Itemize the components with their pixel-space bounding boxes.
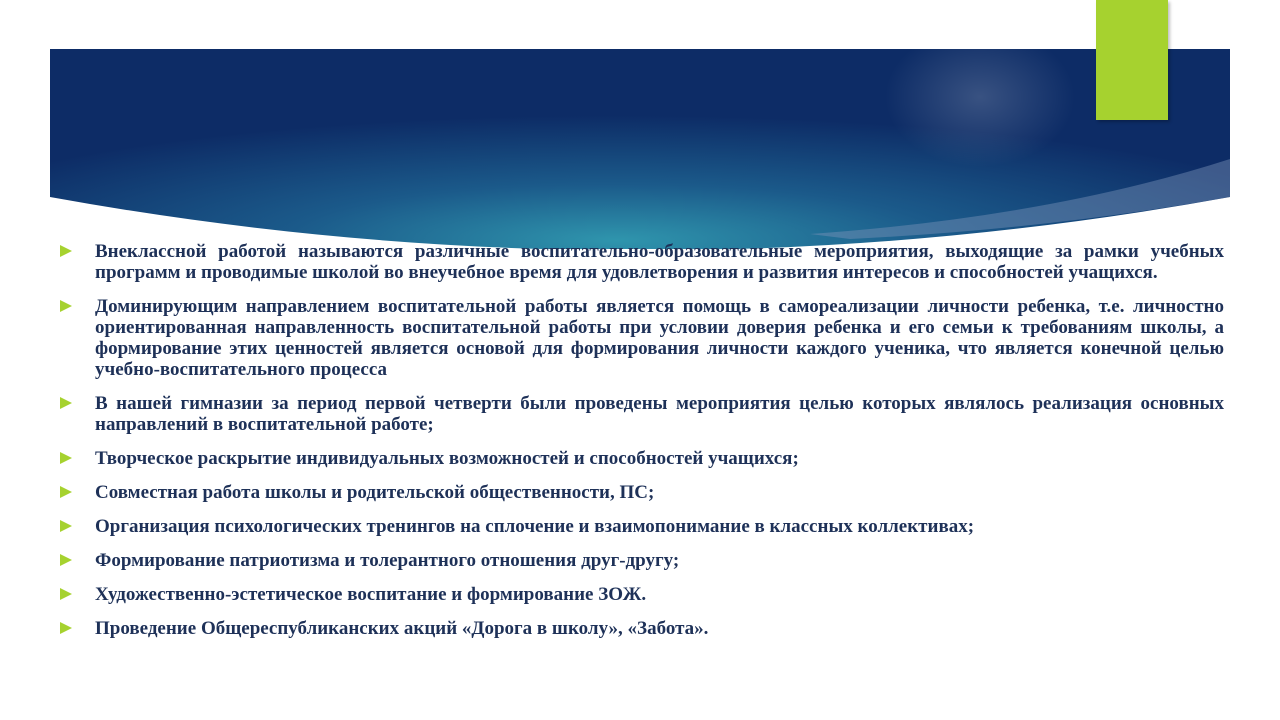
bullet-text: Формирование патриотизма и толерантного отношения друг-другу; (95, 550, 680, 571)
triangle-right-icon (60, 588, 72, 600)
list-item (60, 516, 1224, 537)
list-item (60, 482, 1224, 503)
bullet-text: В нашей гимназии за период первой четверти были проведены мероприятия целью которых являлось реализация основных направлений в воспитательной работе; (95, 393, 1224, 435)
header-banner (50, 49, 1230, 249)
list-item (60, 448, 1224, 469)
list-item (60, 550, 1224, 571)
list-item (60, 618, 1224, 639)
bullet-text: Художественно-эстетическое воспитание и формирование ЗОЖ. (95, 584, 647, 605)
accent-tab (1096, 0, 1168, 120)
bullet-text: Организация психологических тренингов на сплочение и взаимопонимание в классных коллективах; (95, 516, 975, 537)
triangle-right-icon (60, 520, 72, 532)
list-item (60, 584, 1224, 605)
bullet-text: Доминирующим направлением воспитательной работы является помощь в самореализации личности ребенка, т.е. личностно ориентированная направленность воспитательной работы при условии доверия ребенка и его семьи к требованиям школы, а формирование этих ценностей является основой для формирования личности каждого ученика, что является конечной целью учебно-воспитательного процесса (95, 296, 1224, 380)
triangle-right-icon (60, 245, 72, 257)
list-item (60, 296, 1224, 380)
bullet-text: Совместная работа школы и родительской общественности, ПС; (95, 482, 655, 503)
triangle-right-icon (60, 300, 72, 312)
bullet-list (60, 241, 1224, 652)
bullet-text: Творческое раскрытие индивидуальных возможностей и способностей учащихся; (95, 448, 799, 469)
list-item (60, 241, 1224, 283)
triangle-right-icon (60, 622, 72, 634)
triangle-right-icon (60, 452, 72, 464)
list-item (60, 393, 1224, 435)
bullet-text: Проведение Общереспубликанских акций «Дорога в школу», «Забота». (95, 618, 709, 639)
triangle-right-icon (60, 486, 72, 498)
bullet-text: Внеклассной работой называются различные воспитательно-образовательные мероприятия, выходящие за рамки учебных программ и проводимые школой во внеучебное время для удовлетворения и развития интересов и способностей учащихся. (95, 241, 1224, 283)
triangle-right-icon (60, 397, 72, 409)
triangle-right-icon (60, 554, 72, 566)
